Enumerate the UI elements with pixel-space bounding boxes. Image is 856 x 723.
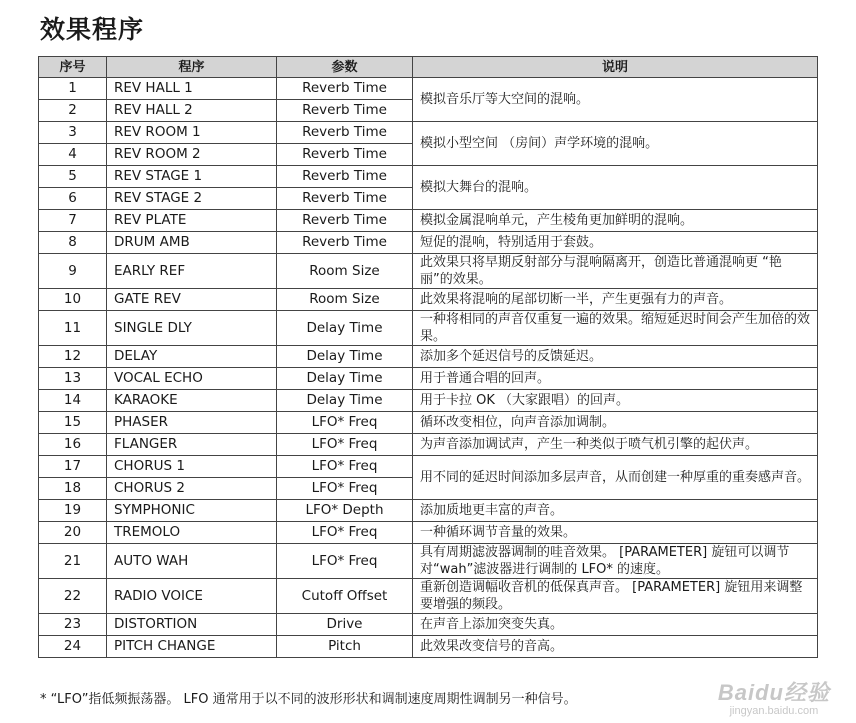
- row-desc: 此效果只将早期反射部分与混响隔离开，创造比普通混响更 “艳丽”的效果。: [413, 254, 818, 289]
- table-row: [39, 166, 818, 188]
- table-row: [39, 122, 818, 144]
- row-desc: 模拟金属混响单元，产生棱角更加鲜明的混响。: [413, 210, 818, 232]
- row-program: PITCH CHANGE: [107, 636, 277, 658]
- row-param: LFO* Freq: [277, 412, 413, 434]
- row-program: PHASER: [107, 412, 277, 434]
- row-num: 1: [39, 78, 107, 100]
- row-param: LFO* Freq: [277, 456, 413, 478]
- row-num: 5: [39, 166, 107, 188]
- row-param: Room Size: [277, 254, 413, 289]
- row-desc: 模拟小型空间 （房间）声学环境的混响。: [413, 122, 818, 166]
- row-program: AUTO WAH: [107, 544, 277, 579]
- row-num: 4: [39, 144, 107, 166]
- table-row: [39, 289, 818, 311]
- table-row: [39, 614, 818, 636]
- header-num: 序号: [39, 57, 107, 78]
- row-desc: 此效果改变信号的音高。: [413, 636, 818, 658]
- table-row: [39, 390, 818, 412]
- row-num: 2: [39, 100, 107, 122]
- row-param: Reverb Time: [277, 122, 413, 144]
- table-row: [39, 210, 818, 232]
- row-program: RADIO VOICE: [107, 579, 277, 614]
- row-program: REV STAGE 1: [107, 166, 277, 188]
- table-row: [39, 232, 818, 254]
- row-program: DISTORTION: [107, 614, 277, 636]
- row-program: GATE REV: [107, 289, 277, 311]
- row-program: CHORUS 2: [107, 478, 277, 500]
- row-program: FLANGER: [107, 434, 277, 456]
- row-param: Delay Time: [277, 346, 413, 368]
- row-num: 19: [39, 500, 107, 522]
- row-program: REV HALL 1: [107, 78, 277, 100]
- row-param: LFO* Freq: [277, 434, 413, 456]
- table-row: [39, 368, 818, 390]
- row-program: REV STAGE 2: [107, 188, 277, 210]
- row-program: REV PLATE: [107, 210, 277, 232]
- row-num: 10: [39, 289, 107, 311]
- watermark: [718, 676, 830, 717]
- header-param: 参数: [277, 57, 413, 78]
- table-row: [39, 579, 818, 614]
- row-param: Delay Time: [277, 390, 413, 412]
- row-param: Pitch: [277, 636, 413, 658]
- row-desc: 模拟音乐厅等大空间的混响。: [413, 78, 818, 122]
- row-param: Cutoff Offset: [277, 579, 413, 614]
- row-num: 9: [39, 254, 107, 289]
- row-num: 17: [39, 456, 107, 478]
- row-desc: 添加质地更丰富的声音。: [413, 500, 818, 522]
- watermark-url: jingyan.baidu.com: [729, 705, 819, 717]
- row-param: Reverb Time: [277, 144, 413, 166]
- row-num: 16: [39, 434, 107, 456]
- row-program: VOCAL ECHO: [107, 368, 277, 390]
- row-desc: 用不同的延迟时间添加多层声音，从而创建一种厚重的重奏感声音。: [413, 456, 818, 500]
- row-param: LFO* Depth: [277, 500, 413, 522]
- table-row: [39, 412, 818, 434]
- row-param: Reverb Time: [277, 188, 413, 210]
- row-num: 15: [39, 412, 107, 434]
- row-desc: 重新创造调幅收音机的低保真声音。 [PARAMETER] 旋钮用来调整要增强的频段。: [413, 579, 818, 614]
- row-program: REV HALL 2: [107, 100, 277, 122]
- page-title: 效果程序: [40, 15, 145, 44]
- header-desc: 说明: [413, 57, 818, 78]
- row-program: TREMOLO: [107, 522, 277, 544]
- footnote: * “LFO”指低频振荡器。 LFO 通常用于以不同的波形形状和调制速度周期性调制另一种信号。: [40, 692, 577, 707]
- table-row: [39, 522, 818, 544]
- row-num: 11: [39, 311, 107, 346]
- row-desc: 具有周期滤波器调制的哇音效果。 [PARAMETER] 旋钮可以调节对“wah”滤波器进行调制的 LFO* 的速度。: [413, 544, 818, 579]
- table-row: [39, 636, 818, 658]
- row-program: REV ROOM 1: [107, 122, 277, 144]
- row-desc: 循环改变相位，向声音添加调制。: [413, 412, 818, 434]
- row-desc: 用于普通合唱的回声。: [413, 368, 818, 390]
- watermark-logo: Baidu经验: [717, 680, 830, 705]
- row-program: SYMPHONIC: [107, 500, 277, 522]
- row-param: Reverb Time: [277, 210, 413, 232]
- row-desc: 短促的混响，特别适用于套鼓。: [413, 232, 818, 254]
- row-program: EARLY REF: [107, 254, 277, 289]
- row-param: Reverb Time: [277, 232, 413, 254]
- row-program: DRUM AMB: [107, 232, 277, 254]
- row-num: 7: [39, 210, 107, 232]
- row-desc: 模拟大舞台的混响。: [413, 166, 818, 210]
- row-program: SINGLE DLY: [107, 311, 277, 346]
- row-param: Delay Time: [277, 368, 413, 390]
- row-num: 13: [39, 368, 107, 390]
- row-num: 18: [39, 478, 107, 500]
- header-program: 程序: [107, 57, 277, 78]
- row-num: 12: [39, 346, 107, 368]
- row-num: 24: [39, 636, 107, 658]
- row-param: Reverb Time: [277, 166, 413, 188]
- row-desc: 添加多个延迟信号的反馈延迟。: [413, 346, 818, 368]
- row-program: CHORUS 1: [107, 456, 277, 478]
- row-num: 3: [39, 122, 107, 144]
- row-program: REV ROOM 2: [107, 144, 277, 166]
- row-num: 21: [39, 544, 107, 579]
- row-desc: 此效果将混响的尾部切断一半，产生更强有力的声音。: [413, 289, 818, 311]
- row-num: 22: [39, 579, 107, 614]
- table-header-row: [39, 57, 818, 78]
- row-param: Room Size: [277, 289, 413, 311]
- row-param: Delay Time: [277, 311, 413, 346]
- row-param: LFO* Freq: [277, 478, 413, 500]
- row-param: LFO* Freq: [277, 522, 413, 544]
- row-num: 6: [39, 188, 107, 210]
- row-num: 23: [39, 614, 107, 636]
- table-row: [39, 254, 818, 289]
- table-row: [39, 434, 818, 456]
- row-program: KARAOKE: [107, 390, 277, 412]
- row-num: 8: [39, 232, 107, 254]
- row-param: Reverb Time: [277, 100, 413, 122]
- row-desc: 一种循环调节音量的效果。: [413, 522, 818, 544]
- row-desc: 用于卡拉 OK （大家跟唱）的回声。: [413, 390, 818, 412]
- table-row: [39, 346, 818, 368]
- row-param: Reverb Time: [277, 78, 413, 100]
- row-desc: 在声音上添加突变失真。: [413, 614, 818, 636]
- effects-table: [38, 56, 818, 658]
- row-desc: 为声音添加调试声，产生一种类似于喷气机引擎的起伏声。: [413, 434, 818, 456]
- row-num: 20: [39, 522, 107, 544]
- row-param: LFO* Freq: [277, 544, 413, 579]
- row-desc: 一种将相同的声音仅重复一遍的效果。缩短延迟时间会产生加倍的效果。: [413, 311, 818, 346]
- row-param: Drive: [277, 614, 413, 636]
- table-row: [39, 500, 818, 522]
- table-row: [39, 311, 818, 346]
- table-row: [39, 456, 818, 478]
- row-num: 14: [39, 390, 107, 412]
- table-row: [39, 78, 818, 100]
- row-program: DELAY: [107, 346, 277, 368]
- table-row: [39, 544, 818, 579]
